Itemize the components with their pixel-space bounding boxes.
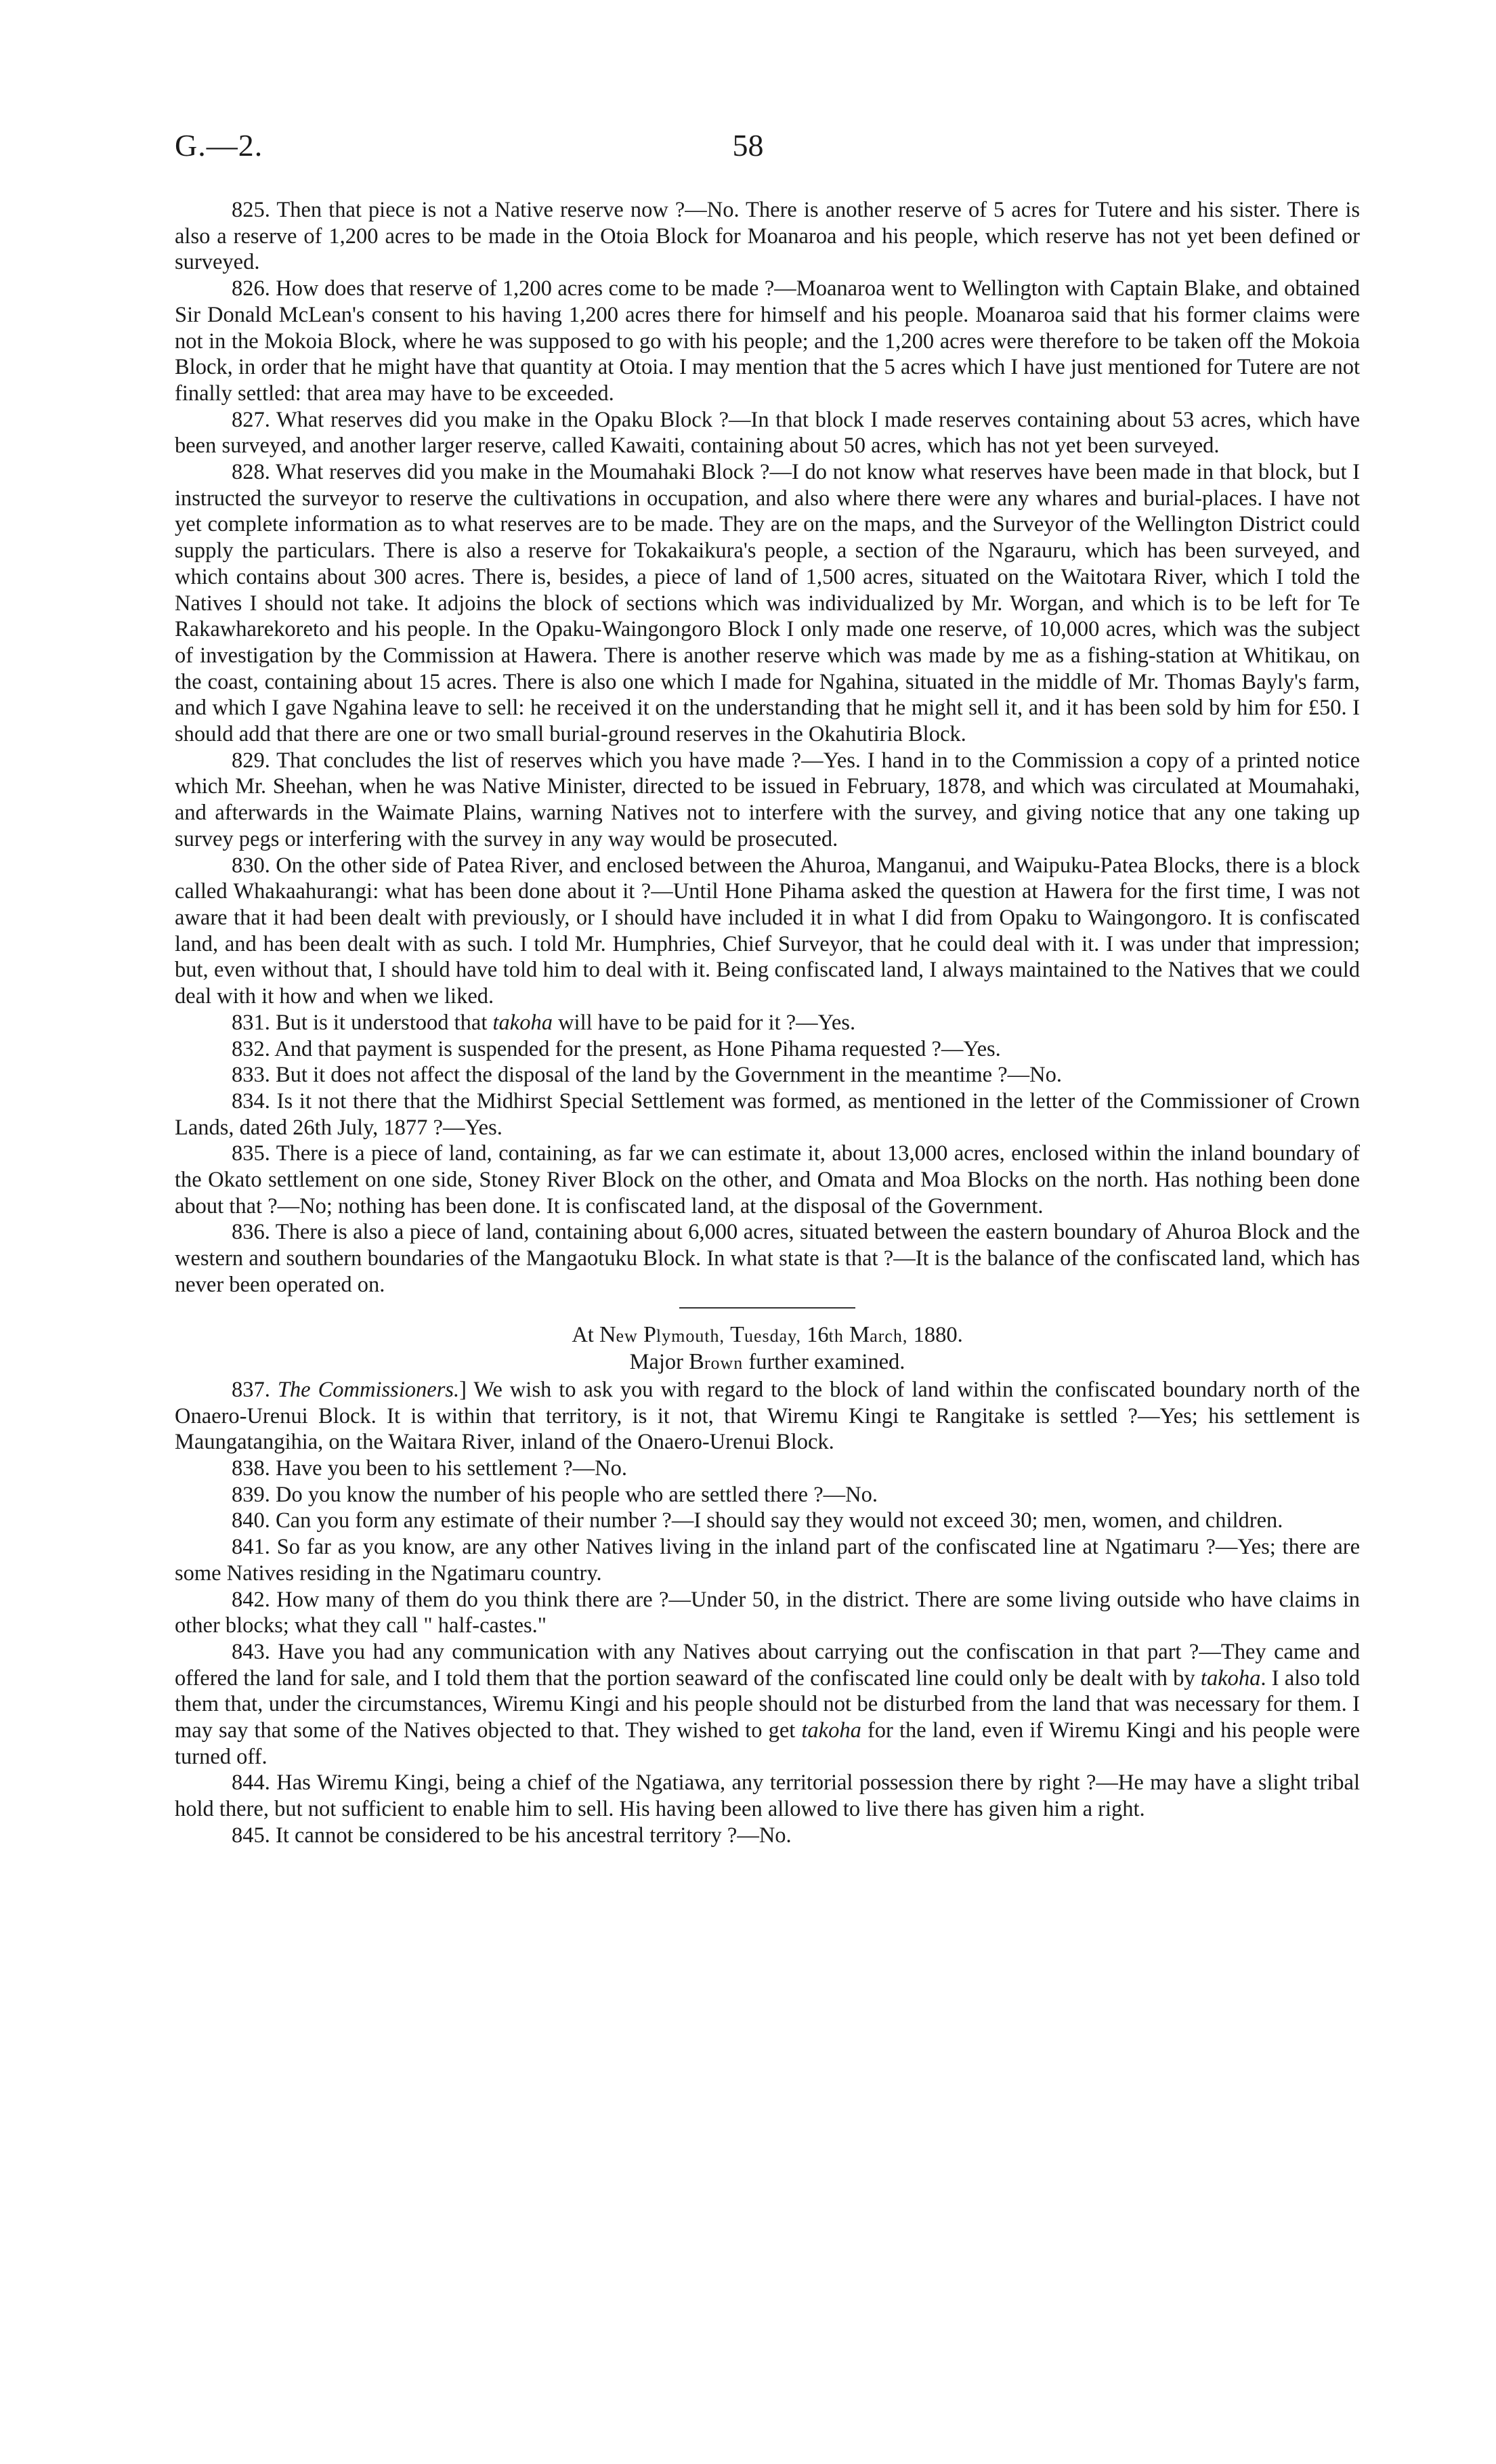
document-body [175, 197, 1360, 1849]
paragraph-text: . I also told them that, under the circumstances, Wiremu Kingi and his people should not be disturbed from the land that was necessary for them. I may say that some of the Natives objected to that. They wished to get [175, 1665, 1361, 1743]
paragraph-839 [175, 1482, 1360, 1508]
question-number: 837. [232, 1377, 270, 1402]
paragraph-text: ] We wish to ask you with regard to the block of land within the confiscated boundary north of the Onaero-Urenui Block. It is within that territory, is it not, that Wiremu Kingi te Rangitake is settled ?—Yes; his settlement is Maungatangihia, on the Waitara River, inland of the Onaero-Urenui Block. [175, 1377, 1360, 1455]
paragraph-828 [175, 459, 1360, 748]
paragraph-text: Do you know the number of his people who are settled there ?—No. [276, 1482, 878, 1507]
italic-term: takoha [801, 1718, 861, 1743]
paragraph-text: Is it not there that the Midhirst Special Settlement was formed, as mentioned in the letter of the Commissioner of Crown Lands, dated 26th July, 1877 ?—Yes. [175, 1088, 1361, 1140]
paragraph-text: for the land, even if Wiremu Kingi and his people were turned off. [175, 1718, 1360, 1769]
paragraph-842 [175, 1587, 1360, 1639]
page-header [175, 127, 1321, 168]
italic-term: takoha [492, 1010, 553, 1035]
paragraph-text: That concludes the list of reserves which you have made ?—Yes. I hand in to the Commission a copy of a printed notice which Mr. Sheehan, when he was Native Minister, directed to be issued in February, 1878, and which was circulated at Moumahaki, and afterwards in the Waimate Plains, warning Natives not to interfere with the survey, and giving notice that any one taking up survey pegs or interfering with the survey in any way would be prosecuted. [175, 748, 1360, 851]
question-number: 832. [232, 1036, 270, 1061]
paragraph-835 [175, 1141, 1360, 1219]
paragraph-825 [175, 197, 1360, 276]
question-number: 825. [232, 198, 270, 222]
question-number: 831. [232, 1010, 270, 1035]
paragraph-832 [175, 1036, 1360, 1063]
paragraph-text: How does that reserve of 1,200 acres come to be made ?—Moanaroa went to Wellington with Captain Blake, and obtained Sir Donald McLean's consent to his having 1,200 acres there for himself and his people. Moanaroa said that his former claims were not in the Mokoia Block, where he was supposed to go with his people; and the 1,200 acres were therefore to be taken off the Mokoia Block, in order that he might have that quantity at Otoia. I may mention that the 5 acres which I have just mentioned for Tutere are not finally settled: that area may have to be exceeded. [175, 276, 1360, 406]
paragraph-text: Can you form any estimate of their number ?—I should say they would not exceed 30; men, women, and children. [276, 1508, 1283, 1533]
paragraph-text: There is also a piece of land, containing about 6,000 acres, situated between the eastern boundary of Ahuroa Block and the western and southern boundaries of the Mangaotuku Block. In what state is that ?—It is the balance of the confiscated land, which has never been operated on. [175, 1220, 1360, 1297]
question-number: 841. [232, 1535, 270, 1560]
question-number: 838. [232, 1456, 270, 1481]
paragraph-841 [175, 1534, 1360, 1586]
session-heading: At New Plymouth, Tuesday, 16th March, 1880. [572, 1321, 963, 1347]
question-number: 845. [232, 1823, 270, 1848]
question-number: 840. [232, 1508, 270, 1533]
witness-line: Major Brown further examined. [629, 1349, 905, 1375]
paragraph-838 [175, 1456, 1360, 1482]
question-number: 833. [232, 1063, 270, 1088]
paragraph-844 [175, 1770, 1360, 1822]
paragraph-text: But is it understood that [276, 1010, 493, 1035]
section-divider [679, 1307, 855, 1309]
paragraph-831 [175, 1010, 1360, 1036]
question-number: 826. [232, 276, 270, 301]
paragraph-text: And that payment is suspended for the present, as Hone Pihama requested ?—Yes. [274, 1036, 1001, 1061]
question-number: 842. [232, 1587, 270, 1612]
paragraph-837 [175, 1377, 1360, 1456]
paragraph-826 [175, 276, 1360, 407]
paragraph-843 [175, 1639, 1360, 1770]
speaker-label: The Commissioners. [277, 1377, 460, 1402]
question-number: 829. [232, 748, 270, 773]
paragraph-text: It cannot be considered to be his ancestral territory ?—No. [276, 1823, 792, 1848]
paragraph-845 [175, 1823, 1360, 1849]
question-number: 843. [232, 1639, 270, 1664]
paragraph-text: Then that piece is not a Native reserve now ?—No. There is another reserve of 5 acres for Tutere and his sister. There is also a reserve of 1,200 acres to be made in the Otoia Block for Moanaroa and his people, which reserve has not yet been defined or surveyed. [175, 198, 1361, 275]
paragraph-829 [175, 748, 1360, 853]
question-number: 828. [232, 460, 270, 485]
question-number: 830. [232, 853, 270, 878]
italic-term: takoha [1200, 1665, 1261, 1691]
paragraph-830 [175, 853, 1360, 1010]
question-number: 836. [232, 1220, 270, 1245]
paragraph-834 [175, 1088, 1360, 1141]
page-number: 58 [732, 128, 764, 163]
paragraph-840 [175, 1508, 1360, 1534]
paragraph-text: Has Wiremu Kingi, being a chief of the Ngatiawa, any territorial possession there by right ?—He may have a slight tribal hold there, but not sufficient to enable him to sell. His having been allowed to live there has given him a right. [175, 1770, 1361, 1822]
paragraph-text: will have to be paid for it ?—Yes. [552, 1010, 856, 1035]
paragraph-text: Have you had any communication with any Natives about carrying out the confiscation in that part ?—They came and offered the land for sale, and I told them that the portion seaward of the confiscated line could only be dealt with by [175, 1639, 1360, 1691]
question-number: 835. [232, 1141, 270, 1166]
paragraph-text: How many of them do you think there are ?—Under 50, in the district. There are some living outside who have claims in other blocks; what they call " half-castes." [175, 1587, 1360, 1638]
paragraph-text: What reserves did you make in the Moumahaki Block ?—I do not know what reserves have been made in that block, but I instructed the surveyor to reserve the cultivations in occupation, and also where there were any whares and burial-places. I have not yet complete information as to what reserves are to be made. They are on the maps, and the Surveyor of the Wellington District could supply the particulars. There is also a reserve for Tokakaikura's people, a section of the Ngarauru, which has been surveyed, and which contains about 300 acres. There is, besides, a piece of land of 1,500 acres, situated on the Waitotara River, which I told the Natives I should not take. It adjoins the block of sections which was individualized by Mr. Worgan, and which is to be left for Te Rakawharekoreto and his people. In the Opaku-Waingongoro Block I only made one reserve, of 10,000 acres, which was the subject of investigation by the Commission at Hawera. There is another reserve which was made by me as a fishing-station at Whitikau, on the coast, containing about 15 acres. There is also one which I made for Ngahina, situated in the middle of Mr. Thomas Bayly's farm, and which I gave Ngahina leave to sell: he received it on the understanding that he might sell it, and it has been sold by him for £50. I should add that there are one or two small burial-ground reserves in the Okahutiria Block. [175, 460, 1360, 747]
question-number: 844. [232, 1770, 270, 1796]
paragraph-text: But it does not affect the disposal of the land by the Government in the meantime ?—No. [276, 1063, 1063, 1088]
question-number: 839. [232, 1482, 270, 1507]
paragraph-827 [175, 407, 1360, 459]
paragraph-836 [175, 1219, 1360, 1298]
paragraph-text: There is a piece of land, containing, as far we can estimate it, about 13,000 acres, enclosed within the inland boundary of the Okato settlement on one side, Stoney River Block on the other, and Omata and Moa Blocks on the north. Has nothing been done about that ?—No; nothing has been done. It is confiscated land, at the disposal of the Government. [175, 1141, 1361, 1218]
sheet-code: G.—2. [175, 128, 263, 163]
question-number: 827. [232, 407, 270, 432]
paragraph-text: So far as you know, are any other Natives living in the inland part of the confiscated line at Ngatimaru ?—Yes; there are some Natives residing in the Ngatimaru country. [175, 1535, 1360, 1586]
paragraph-text: Have you been to his settlement ?—No. [276, 1456, 627, 1481]
paragraph-text: What reserves did you make in the Opaku Block ?—In that block I made reserves containing about 53 acres, which have been surveyed, and another larger reserve, called Kawaiti, containing about 50 acres, which has not yet been surveyed. [175, 407, 1360, 459]
paragraph-833 [175, 1062, 1360, 1088]
question-number: 834. [232, 1088, 270, 1113]
paragraph-text: On the other side of Patea River, and enclosed between the Ahuroa, Manganui, and Waipuku-Patea Blocks, there is a block called Whakaahurangi: what has been done about it ?—Until Hone Pihama asked the question at Hawera for the first time, I was not aware that it had been dealt with previously, or I should have included it in what I did from Opaku to Waingongoro. It is confiscated land, and has been dealt with as such. I told Mr. Humphries, Chief Surveyor, that he could deal with it. I was under that impression; but, even without that, I should have told him to deal with it. Being confiscated land, I always maintained to the Natives that we could deal with it how and when we liked. [175, 853, 1361, 1009]
